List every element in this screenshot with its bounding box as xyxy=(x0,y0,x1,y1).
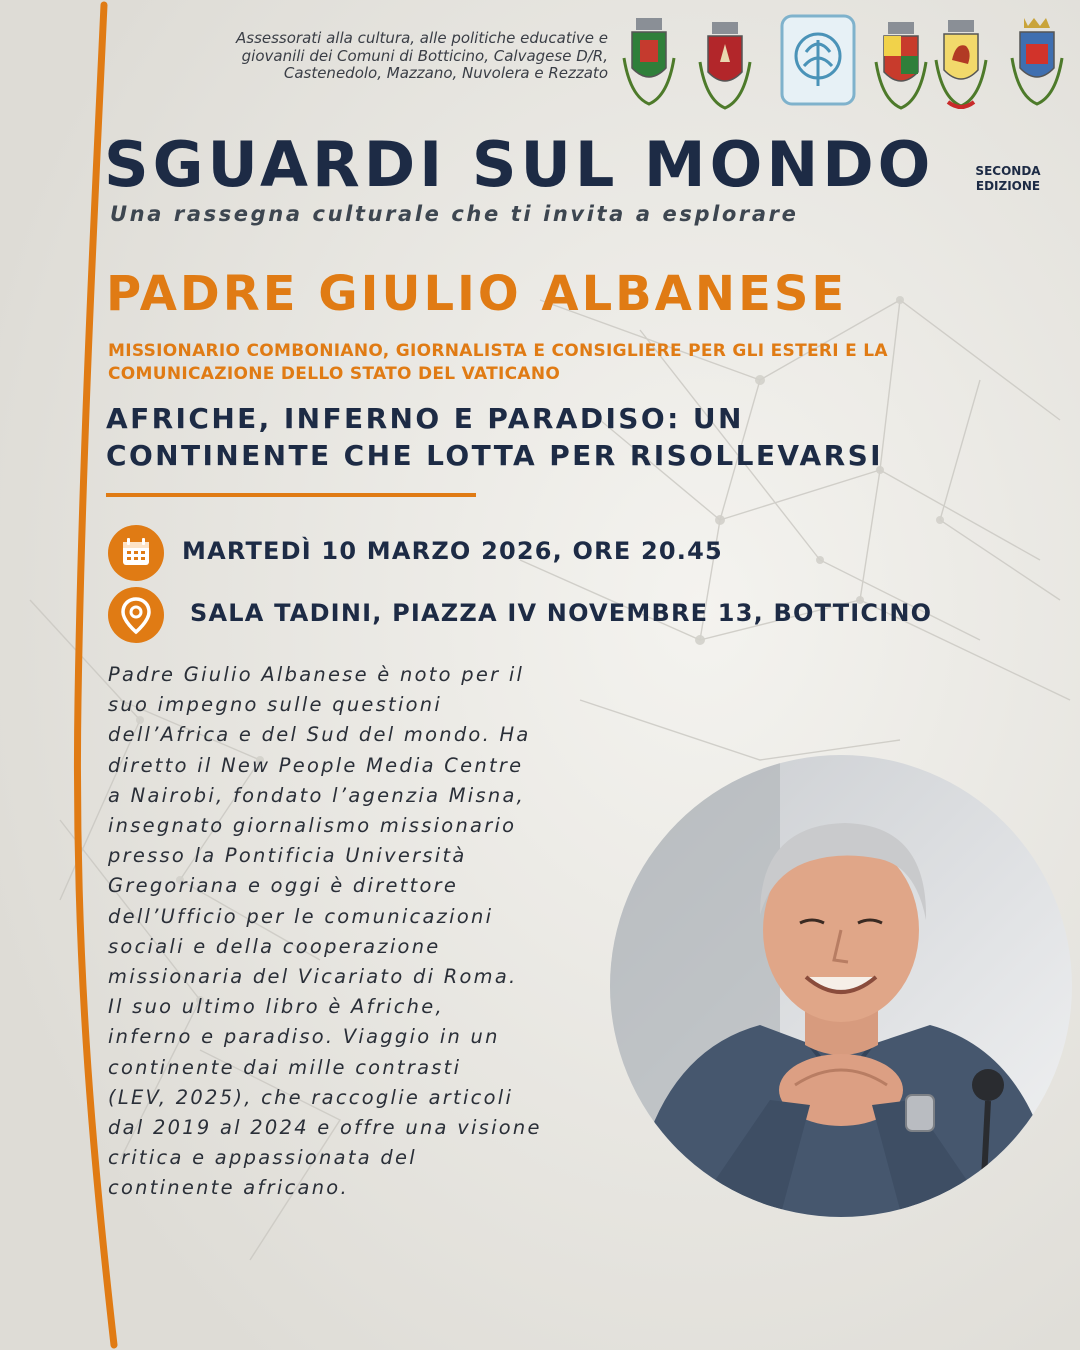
bio-line: missionaria del Vicariato di Roma. xyxy=(108,965,518,989)
calendar-icon xyxy=(108,525,164,581)
speaker-role-line: COMUNICAZIONE DELLO STATO DEL VATICANO xyxy=(108,364,561,384)
bio-line: dell’Africa e del Sud del mondo. Ha xyxy=(108,723,531,747)
tagline: Una rassegna culturale che ti invita a esplorare xyxy=(110,202,799,226)
speaker-name: PADRE GIULIO ALBANESE xyxy=(106,266,848,322)
speaker-bio xyxy=(108,660,628,1204)
speaker-role xyxy=(108,340,1028,386)
talk-title-line: CONTINENTE CHE LOTTA PER RISOLLEVARSI xyxy=(106,439,883,472)
crest-icon xyxy=(876,22,926,108)
bio-line: sociali e della cooperazione xyxy=(108,934,441,958)
rooster-crest-icon xyxy=(936,20,986,107)
sponsors-line: Assessorati alla cultura, alle politiche educative e xyxy=(236,29,608,47)
edition-line: EDIZIONE xyxy=(975,179,1041,193)
talk-title-line: AFRICHE, INFERNO E PARADISO: UN xyxy=(106,402,744,435)
crest-icon xyxy=(700,22,750,108)
bio-line: insegnato giornalismo missionario xyxy=(108,814,517,838)
seal-icon xyxy=(782,16,854,104)
event-date: MARTEDÌ 10 MARZO 2026, ORE 20.45 xyxy=(182,537,723,565)
bio-line: (LEV, 2025), che raccoglie articoli xyxy=(108,1085,514,1109)
bio-line: diretto il New People Media Centre xyxy=(108,753,524,777)
edition-label xyxy=(968,164,1048,194)
bio-line: critica e appassionata del xyxy=(108,1146,417,1170)
map-pin-icon xyxy=(108,587,164,643)
series-title: SGUARDI SUL MONDO xyxy=(104,128,935,201)
section-divider xyxy=(106,493,476,497)
bio-line: presso la Pontificia Università xyxy=(108,844,467,868)
speaker-role-line: MISSIONARIO COMBONIANO, GIORNALISTA E CONSIGLIERE PER GLI ESTERI E LA xyxy=(108,341,888,361)
bio-line: continente dai mille contrasti xyxy=(108,1055,462,1079)
bio-line: Padre Giulio Albanese è noto per il xyxy=(108,663,525,686)
municipal-logos xyxy=(612,12,1072,112)
sponsors-line: giovanili dei Comuni di Botticino, Calvagese D/R, xyxy=(241,46,608,65)
bio-line: Gregoriana e oggi è direttore xyxy=(108,874,459,898)
bio-line: suo impegno sulle questioni xyxy=(108,693,443,717)
bio-line: a Nairobi, fondato l’agenzia Misna, xyxy=(108,783,526,807)
bio-line: dell’Ufficio per le comunicazioni xyxy=(108,904,494,928)
edition-line: SECONDA xyxy=(975,164,1041,178)
sponsors-text xyxy=(120,30,608,83)
bio-line: dal 2019 al 2024 e offre una visione xyxy=(108,1116,542,1140)
crest-icon xyxy=(624,18,674,104)
bio-line: continente africano. xyxy=(108,1176,349,1200)
speaker-portrait xyxy=(610,755,1072,1217)
talk-title xyxy=(106,400,1026,474)
sponsors-line: Castenedolo, Mazzano, Nuvolera e Rezzato xyxy=(283,64,608,82)
bio-line: Il suo ultimo libro è Afriche, xyxy=(108,995,444,1019)
crest-icon xyxy=(1012,18,1062,104)
bio-line: inferno e paradiso. Viaggio in un xyxy=(108,1025,500,1049)
event-location: SALA TADINI, PIAZZA IV NOVEMBRE 13, BOTTICINO xyxy=(190,599,933,627)
